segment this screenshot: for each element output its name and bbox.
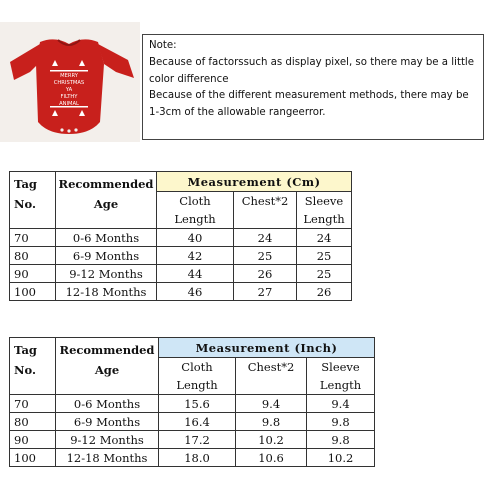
print-line-3: YA	[65, 87, 73, 93]
recommended-age-header: Recommended Age	[56, 172, 157, 229]
measurement-header: Measurement (Inch)	[159, 338, 375, 358]
column-header: Chest*2	[234, 192, 297, 229]
age-cell: 0-6 Months	[56, 395, 159, 413]
print-line-4: FILTHY	[60, 94, 78, 100]
sleeve-length-cell: 24	[297, 229, 352, 247]
cloth-length-cell: 18.0	[159, 449, 236, 467]
table-row	[10, 283, 352, 301]
table-row	[10, 247, 352, 265]
tag-cell: 90	[10, 265, 56, 283]
chest-cell: 10.6	[236, 449, 307, 467]
cloth-length-cell: 42	[157, 247, 234, 265]
age-cell: 9-12 Months	[56, 265, 157, 283]
cloth-length-cell: 46	[157, 283, 234, 301]
tag-no-header: Tag No.	[10, 338, 56, 395]
tag-no-header: Tag No.	[10, 172, 56, 229]
note-title: Note:	[149, 40, 177, 51]
sleeve-length-cell: 9.8	[307, 431, 375, 449]
cloth-length-cell: 15.6	[159, 395, 236, 413]
column-header: Cloth Length	[159, 358, 236, 395]
print-line-5: ANIMAL	[59, 101, 79, 107]
tag-cell: 90	[10, 431, 56, 449]
print-line-1: MERRY	[60, 73, 78, 79]
cloth-length-cell: 44	[157, 265, 234, 283]
sleeve-length-cell: 26	[297, 283, 352, 301]
age-cell: 9-12 Months	[56, 431, 159, 449]
measurement-header: Measurement (Cm)	[157, 172, 352, 192]
table-row	[10, 413, 375, 431]
table-row	[10, 431, 375, 449]
sleeve-length-cell: 25	[297, 265, 352, 283]
age-cell: 12-18 Months	[56, 449, 159, 467]
chest-cell: 27	[234, 283, 297, 301]
table-row	[10, 265, 352, 283]
age-cell: 0-6 Months	[56, 229, 157, 247]
sleeve-length-cell: 9.8	[307, 413, 375, 431]
age-cell: 12-18 Months	[56, 283, 157, 301]
print-line-2: CHRISTMAS	[53, 80, 85, 86]
chest-cell: 26	[234, 265, 297, 283]
tag-cell: 80	[10, 413, 56, 431]
chest-cell: 25	[234, 247, 297, 265]
table-row	[10, 229, 352, 247]
tag-cell: 70	[10, 229, 56, 247]
tag-cell: 100	[10, 283, 56, 301]
size-table-inch	[9, 337, 375, 467]
cloth-length-cell: 40	[157, 229, 234, 247]
size-table-cm	[9, 171, 352, 301]
age-cell: 6-9 Months	[56, 413, 159, 431]
age-cell: 6-9 Months	[56, 247, 157, 265]
column-header: Sleeve Length	[297, 192, 352, 229]
note-line-2: Because of the different measurement methods, there may be 1-3cm of the allowable rangeerror.	[149, 90, 469, 119]
chest-cell: 9.8	[236, 413, 307, 431]
table-row	[10, 449, 375, 467]
column-header: Chest*2	[236, 358, 307, 395]
tag-cell: 70	[10, 395, 56, 413]
chest-cell: 10.2	[236, 431, 307, 449]
recommended-age-header: Recommended Age	[56, 338, 159, 395]
note-box	[142, 34, 484, 140]
chest-cell: 24	[234, 229, 297, 247]
chest-cell: 9.4	[236, 395, 307, 413]
sleeve-length-cell: 25	[297, 247, 352, 265]
note-line-1: Because of factorssuch as display pixel, so there may be a little color difference	[149, 56, 475, 85]
column-header: Cloth Length	[157, 192, 234, 229]
table-row	[10, 395, 375, 413]
product-photo	[0, 22, 140, 142]
sleeve-length-cell: 9.4	[307, 395, 375, 413]
column-header: Sleeve Length	[307, 358, 375, 395]
tag-cell: 100	[10, 449, 56, 467]
sleeve-length-cell: 10.2	[307, 449, 375, 467]
cloth-length-cell: 16.4	[159, 413, 236, 431]
cloth-length-cell: 17.2	[159, 431, 236, 449]
red-onesie-image	[0, 22, 140, 142]
tag-cell: 80	[10, 247, 56, 265]
